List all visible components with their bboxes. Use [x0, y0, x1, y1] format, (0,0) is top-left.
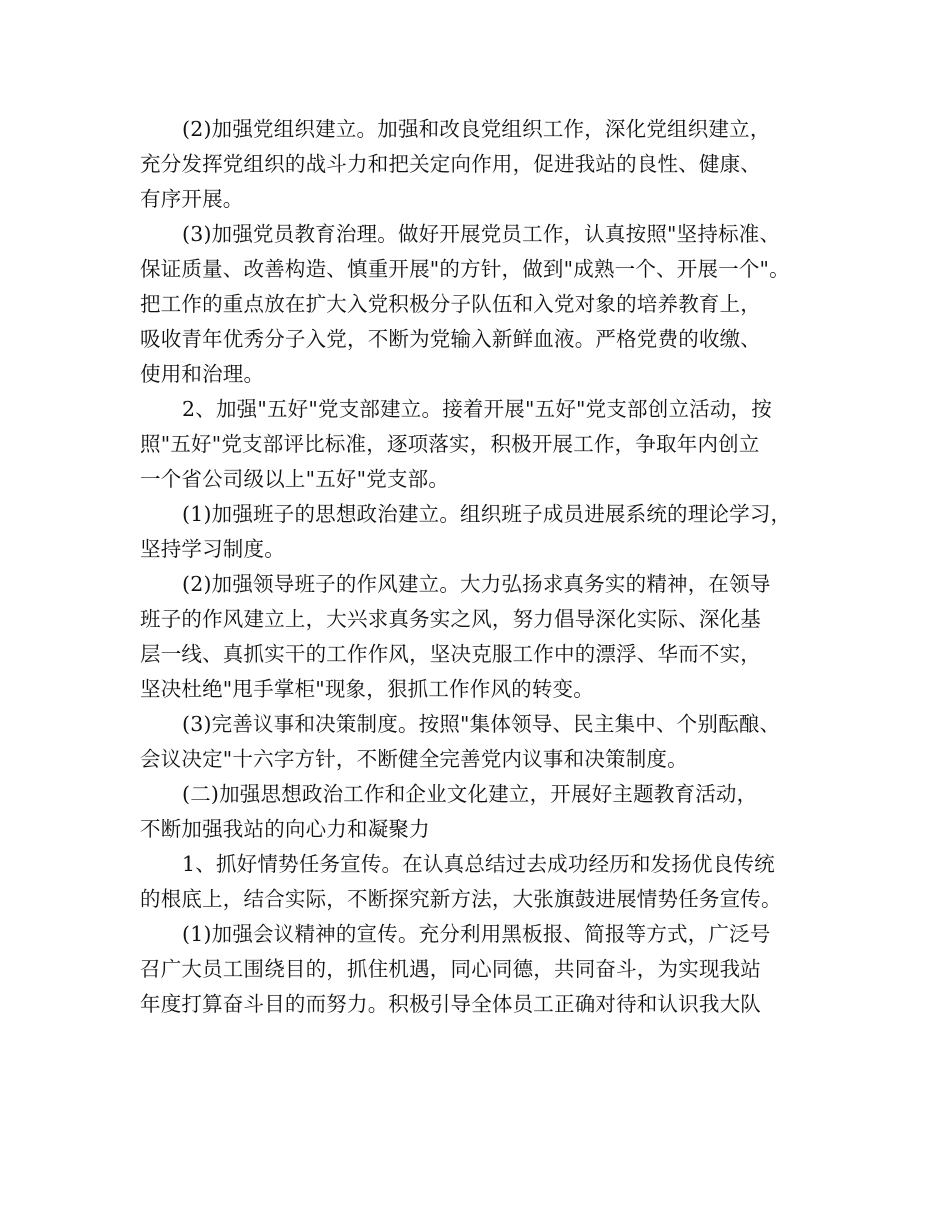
text-line: (3)加强党员教育治理。做好开展党员工作，认真按照"坚持标准、	[182, 222, 781, 246]
text-line: 2、加强"五好"党支部建立。接着开展"五好"党支部创立活动，按	[182, 397, 772, 421]
paragraph-five-good-branch	[140, 392, 840, 497]
text-line: 坚持学习制度。	[140, 537, 285, 561]
text-line: (3)完善议事和决策制度。按照"集体领导、民主集中、个别酝酿、	[182, 712, 781, 736]
text-line: 坚决杜绝"甩手掌柜"现象，狠抓工作作风的转变。	[140, 677, 594, 701]
paragraph-party-organization	[140, 112, 840, 217]
text-line: 的根底上，结合实际，不断探究新方法，大张旗鼓进展情势任务宣传。	[140, 887, 782, 911]
text-line: 有序开展。	[140, 187, 244, 211]
paragraph-decision-system	[140, 707, 840, 777]
text-line: 保证质量、改善构造、慎重开展"的方针，做到"成熟一个、开展一个"。	[140, 257, 790, 281]
paragraph-situation-publicity	[140, 847, 840, 917]
text-line: 会议决定"十六字方针，不断健全完善党内议事和决策制度。	[140, 747, 688, 771]
text-line: 一个省公司级以上"五好"党支部。	[140, 467, 450, 491]
text-line: (1)加强班子的思想政治建立。组织班子成员进展系统的理论学习，	[182, 502, 792, 526]
text-line: 班子的作风建立上，大兴求真务实之风，努力倡导深化实际、深化基	[140, 607, 761, 631]
text-line: 召广大员工围绕目的，抓住机遇，同心同德，共同奋斗，为实现我站	[140, 957, 761, 981]
paragraph-ideological-building	[140, 497, 840, 567]
text-line: 使用和治理。	[140, 362, 265, 386]
text-line: (1)加强会议精神的宣传。充分利用黑板报、简报等方式，广泛号	[182, 922, 771, 946]
text-line: (二)加强思想政治工作和企业文化建立，开展好主题教育活动，	[182, 782, 758, 806]
text-line: 年度打算奋斗目的而努力。积极引导全体员工正确对待和认识我大队	[140, 992, 761, 1016]
text-line: 1、抓好情势任务宣传。在认真总结过去成功经历和发扬优良传统	[182, 852, 775, 876]
text-line: (2)加强领导班子的作风建立。大力弘扬求真务实的精神，在领导	[182, 572, 771, 596]
text-line: 不断加强我站的向心力和凝聚力	[140, 817, 430, 841]
document-body	[140, 112, 840, 1022]
text-line: 把工作的重点放在扩大入党积极分子队伍和入党对象的培养教育上，	[140, 292, 761, 316]
text-line: (2)加强党组织建立。加强和改良党组织工作，深化党组织建立，	[182, 117, 771, 141]
text-line: 照"五好"党支部评比标准，逐项落实，积极开展工作，争取年内创立	[140, 432, 760, 456]
paragraph-meeting-spirit	[140, 917, 840, 1022]
paragraph-leadership-style	[140, 567, 840, 707]
paragraph-section-heading	[140, 777, 840, 847]
text-line: 充分发挥党组织的战斗力和把关定向作用，促进我站的良性、健康、	[140, 152, 761, 176]
text-line: 吸收青年优秀分子入党，不断为党输入新鲜血液。严格党费的收缴、	[140, 327, 761, 351]
paragraph-member-education	[140, 217, 840, 392]
text-line: 层一线、真抓实干的工作作风，坚决克服工作中的漂浮、华而不实，	[140, 642, 761, 666]
